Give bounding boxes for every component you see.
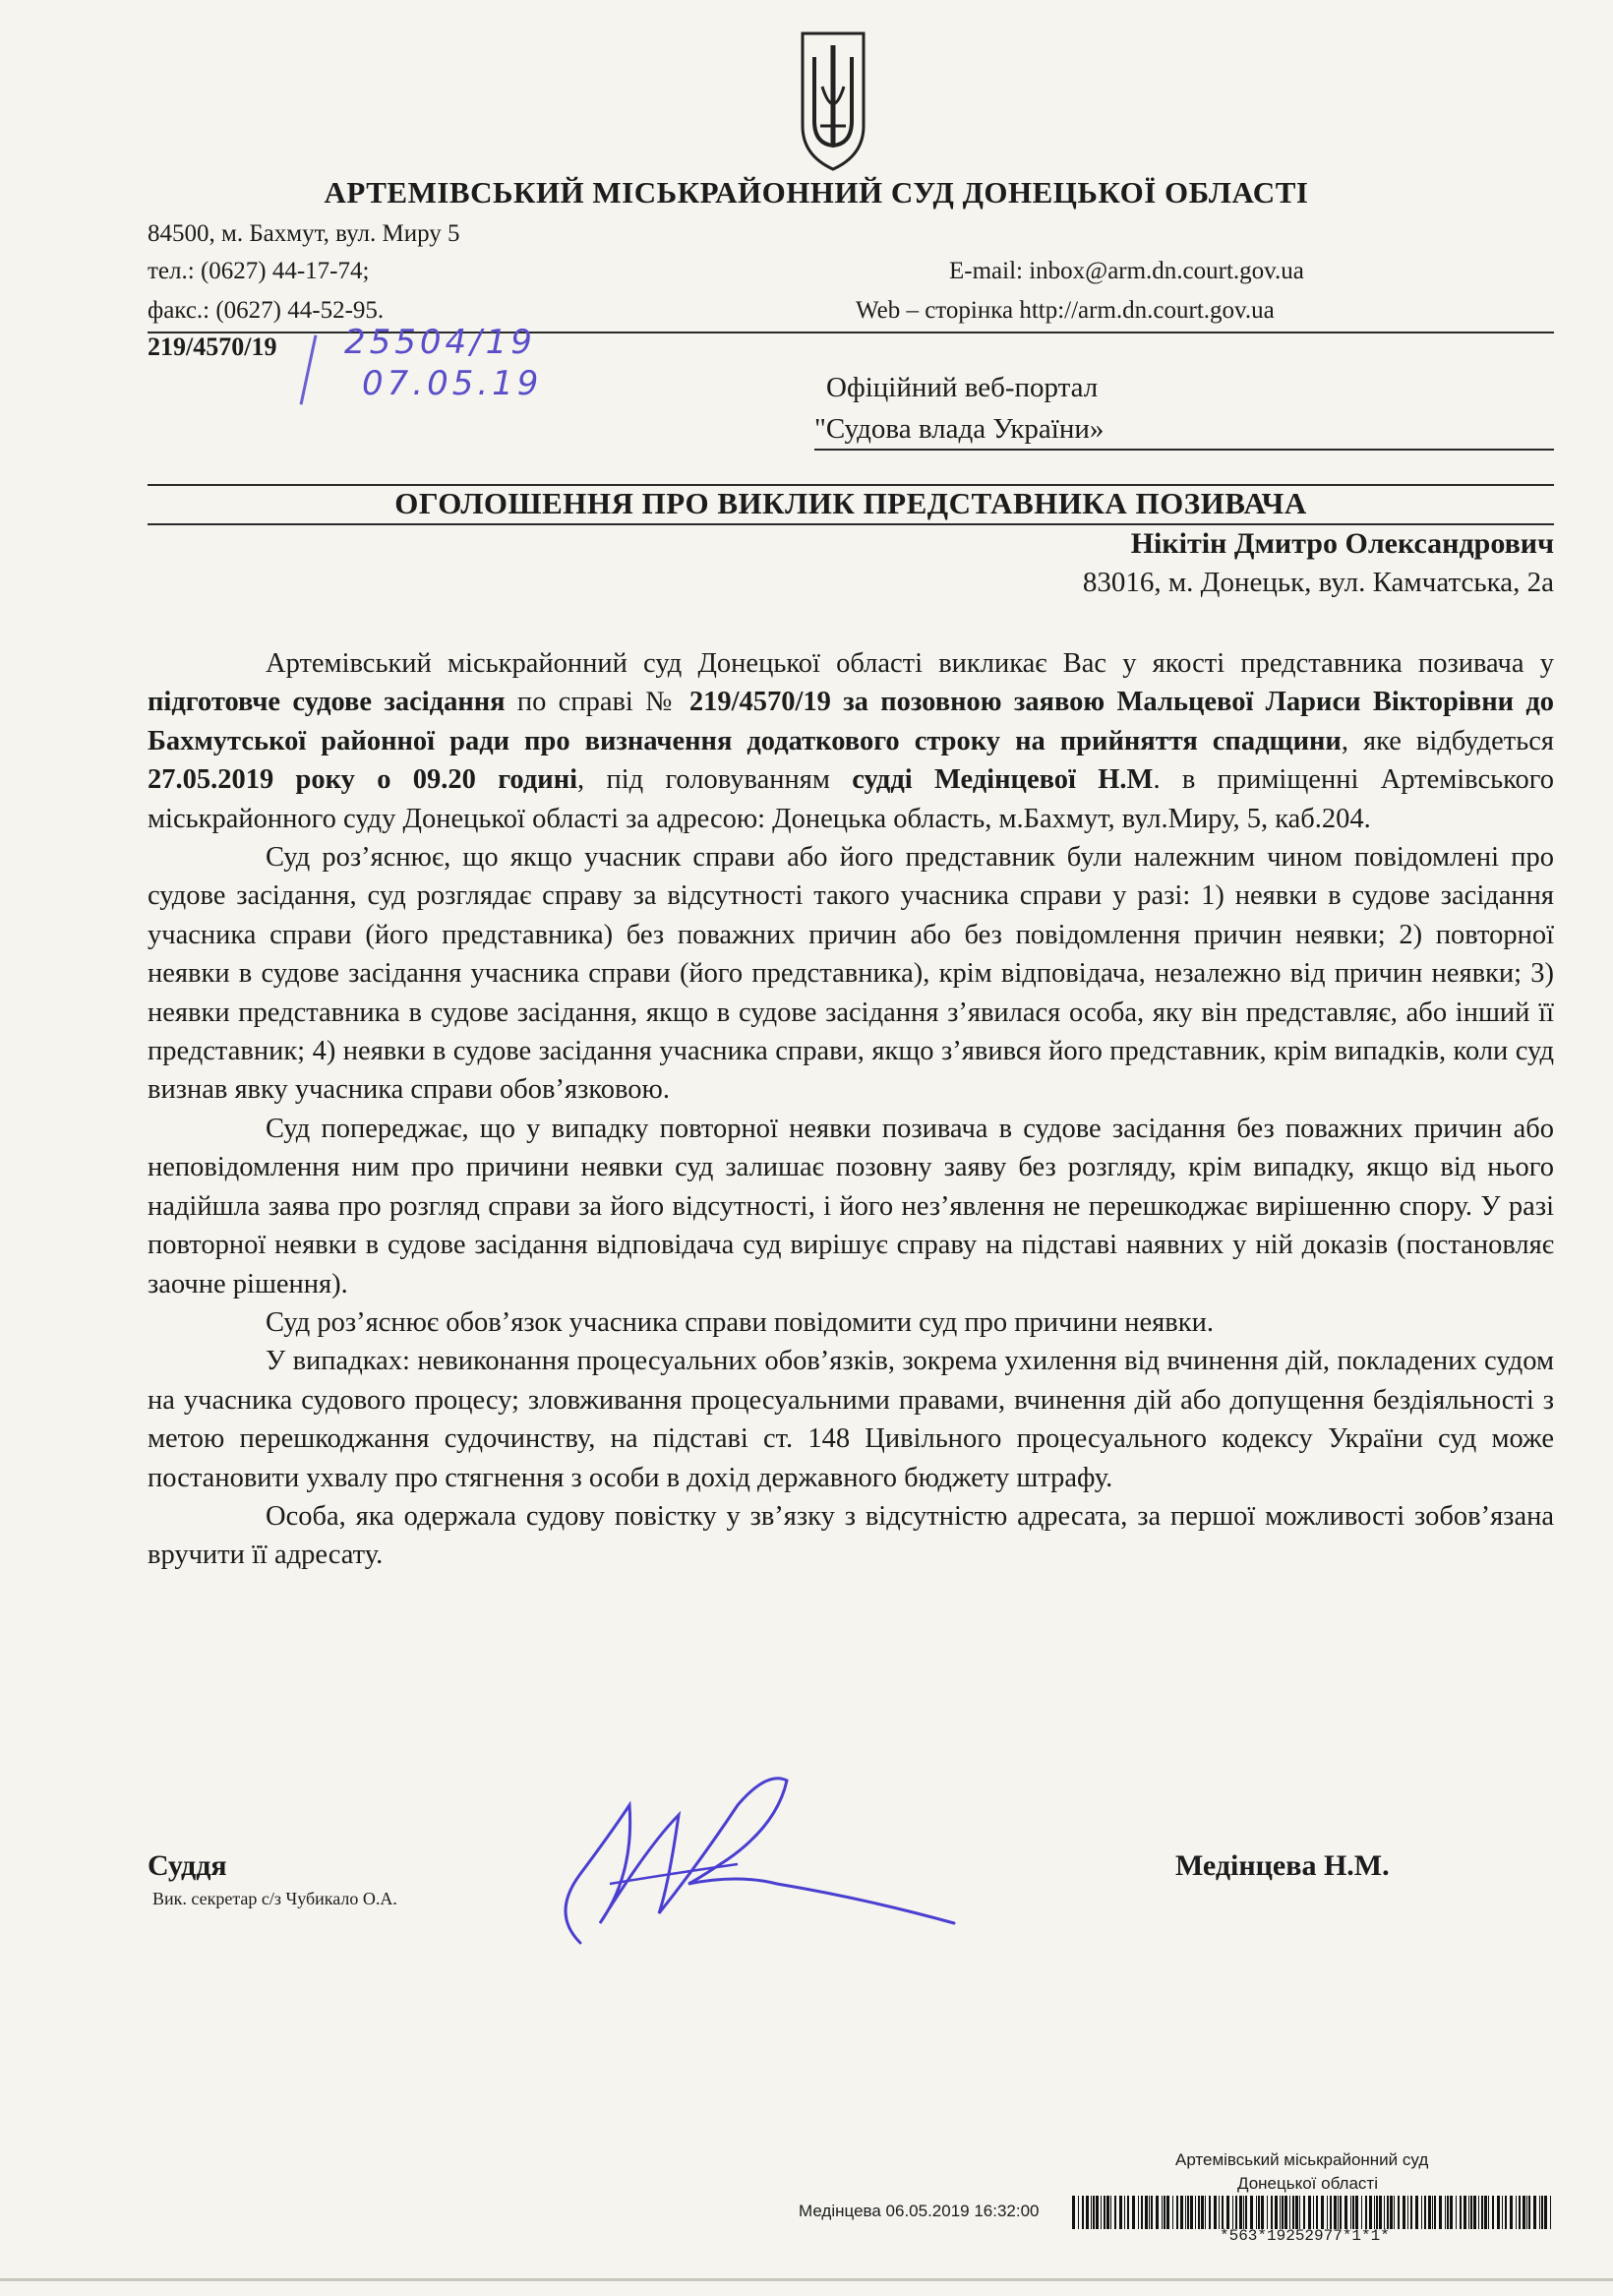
barcode-bar: [1209, 2196, 1211, 2229]
barcode-bar: [1497, 2196, 1500, 2229]
barcode-bar: [1114, 2196, 1116, 2229]
barcode-bar: [1185, 2196, 1186, 2229]
barcode-bar: [1510, 2196, 1513, 2229]
barcode-bar: [1271, 2196, 1273, 2229]
barcode-bar: [1195, 2196, 1196, 2229]
secretary-name: Вик. секретар с/з Чубикало О.А.: [152, 1889, 397, 1908]
barcode-bar: [1434, 2196, 1436, 2229]
paragraph-duty: Суд роз’яснює обов’язок учасника справи повідомити суд про причини неявки.: [266, 1306, 1214, 1338]
barcode-bar: [1374, 2196, 1375, 2229]
barcode-bar: [1232, 2196, 1233, 2229]
barcode-bar: [1421, 2196, 1422, 2229]
barcode-bar: [1505, 2196, 1507, 2229]
barcode-bar: [1464, 2196, 1466, 2229]
barcode-bar: [1201, 2196, 1204, 2229]
barcode-bar: [1187, 2196, 1189, 2229]
barcode-bar: [1450, 2196, 1453, 2229]
barcode-bar: [1091, 2196, 1092, 2229]
barcode-bar: [1141, 2196, 1143, 2229]
barcode-bar: [1072, 2196, 1075, 2229]
case-number: 219/4570/19: [148, 332, 277, 361]
barcode: [1072, 2196, 1554, 2229]
barcode-bar: [1078, 2196, 1079, 2229]
barcode-bar: [1132, 2196, 1135, 2229]
barcode-bar: [1280, 2196, 1281, 2229]
barcode-bar: [1235, 2196, 1237, 2229]
barcode-bar: [1415, 2196, 1418, 2229]
barcode-bar: [1468, 2196, 1469, 2229]
barcode-bar: [1124, 2196, 1125, 2229]
barcode-bar: [1292, 2196, 1294, 2229]
barcode-bar: [1344, 2196, 1347, 2229]
court-fax: факс.: (0627) 44-52-95.: [148, 297, 385, 324]
barcode-bar: [1256, 2196, 1257, 2229]
barcode-bar: [1245, 2196, 1247, 2229]
court-web: Web – сторінка http://arm.dn.court.gov.ua: [856, 297, 1275, 324]
barcode-bar: [1407, 2196, 1408, 2229]
barcode-bar: [1176, 2196, 1178, 2229]
stamp-region: Донецької області: [1237, 2174, 1378, 2193]
barcode-bar: [1327, 2196, 1328, 2229]
tryzub-emblem-icon: [795, 28, 871, 173]
barcode-bar: [1334, 2196, 1337, 2229]
barcode-bar: [1350, 2196, 1351, 2229]
barcode-bar: [1267, 2196, 1268, 2229]
court-address: 84500, м. Бахмут, вул. Миру 5: [148, 220, 460, 247]
handwritten-slash: [300, 334, 318, 404]
barcode-bar: [1299, 2196, 1300, 2229]
barcode-bar: [1145, 2196, 1148, 2229]
addressee-name: Нікітін Дмитро Олександрович: [1130, 527, 1554, 560]
barcode-bar: [1384, 2196, 1385, 2229]
barcode-bar: [1432, 2196, 1433, 2229]
barcode-bar: [1403, 2196, 1405, 2229]
barcode-bar: [1239, 2196, 1242, 2229]
barcode-bar: [1338, 2196, 1339, 2229]
barcode-bar: [1180, 2196, 1183, 2229]
barcode-bar: [1481, 2196, 1483, 2229]
barcode-bar: [1138, 2196, 1139, 2229]
court-phone: тел.: (0627) 44-17-74;: [148, 258, 370, 284]
barcode-bar: [1127, 2196, 1129, 2229]
paragraph-delivery: Особа, яка одержала судову повістку у зв’язку з відсутністю адресата, за першої можливості зобов’язана вручити її адресату.: [148, 1500, 1554, 1571]
barcode-bar: [1104, 2196, 1105, 2229]
barcode-bar: [1156, 2196, 1159, 2229]
barcode-bar: [1445, 2196, 1446, 2229]
barcode-bar: [1282, 2196, 1284, 2229]
barcode-bar: [1243, 2196, 1244, 2229]
barcode-bar: [1275, 2196, 1278, 2229]
barcode-bar: [1110, 2196, 1111, 2229]
barcode-bar: [1523, 2196, 1525, 2229]
barcode-bar: [1398, 2196, 1400, 2229]
barcode-bar: [1533, 2196, 1536, 2229]
barcode-bar: [1308, 2196, 1311, 2229]
barcode-bar: [1119, 2196, 1122, 2229]
barcode-bar: [1424, 2196, 1426, 2229]
barcode-bar: [1151, 2196, 1153, 2229]
paragraph-summons: Артемівський міськрайонний суд Донецької області викликає Вас у якості представника позивача у підготовче судове засідання по справі № 219/4570/19 за позовною заявою Мальцевої Лариси Вікторівни до Бахмутської районної ради про визначення додаткового строку на прийняття спадщини, яке відбудеться 27.05.2019 року о 09.20 годині, під головуванням судді Медінцевої Н.М. в приміщенні Артемівського міськрайонного суду Донецької області за адресою: Донецька область, м.Бахмут, вул.Миру, 5, каб.204.: [148, 648, 1555, 834]
barcode-bar: [1526, 2196, 1527, 2229]
court-email: E-mail: inbox@arm.dn.court.gov.ua: [949, 258, 1304, 284]
barcode-bar: [1516, 2196, 1517, 2229]
barcode-bar: [1190, 2196, 1193, 2229]
barcode-bar: [1093, 2196, 1095, 2229]
barcode-bar: [1369, 2196, 1372, 2229]
barcode-bar: [1219, 2196, 1220, 2229]
recipient-line-1: Офіційний веб-портал: [826, 372, 1099, 403]
barcode-bar: [1484, 2196, 1487, 2229]
barcode-bar: [1162, 2196, 1163, 2229]
recipient-underline: [814, 449, 1554, 451]
barcode-bar: [1428, 2196, 1431, 2229]
barcode-bar: [1394, 2196, 1395, 2229]
barcode-bar: [1352, 2196, 1354, 2229]
barcode-bar: [1321, 2196, 1324, 2229]
barcode-bar: [1460, 2196, 1462, 2229]
barcode-bar: [1439, 2196, 1442, 2229]
barcode-bar: [1387, 2196, 1389, 2229]
barcode-bar: [1473, 2196, 1476, 2229]
barcode-bar: [1222, 2196, 1224, 2229]
barcode-bar: [1355, 2196, 1358, 2229]
barcode-bar: [1198, 2196, 1200, 2229]
barcode-bar: [1488, 2196, 1489, 2229]
barcode-bar: [1502, 2196, 1503, 2229]
barcode-bar: [1340, 2196, 1342, 2229]
barcode-bar: [1316, 2196, 1318, 2229]
barcode-bar: [1164, 2196, 1165, 2229]
barcode-bar: [1086, 2196, 1089, 2229]
barcode-bar: [1456, 2196, 1457, 2229]
barcode-bar: [1379, 2196, 1382, 2229]
handwritten-registration: 25504/19: [344, 323, 536, 362]
judge-label: Суддя: [148, 1849, 227, 1882]
barcode-bar: [1166, 2196, 1169, 2229]
paragraph-warning: Суд попереджає, що у випадку повторної неявки позивача в судове засідання без поважних причин або неповідомлення ним про причини неявки суд залишає позовну заяву без розгляду, крім випадку, якщо від нього надійшла заява про розгляд справи за його відсутності, і його нез’явлення не перешкоджає вирішенню спору. У разі повторної неявки в судове засідання відповідача суд вирішує справу на підставі наявних у ній доказів (постановляє заочне рішення).: [148, 1113, 1554, 1299]
barcode-bar: [1470, 2196, 1472, 2229]
barcode-bar: [1544, 2196, 1547, 2229]
judge-name: Медінцева Н.М.: [1175, 1849, 1390, 1882]
barcode-bar: [1082, 2196, 1084, 2229]
barcode-bar: [1205, 2196, 1206, 2229]
scan-edge: [0, 2278, 1613, 2281]
barcode-bar: [1330, 2196, 1332, 2229]
barcode-bar: [1214, 2196, 1217, 2229]
barcode-bar: [1361, 2196, 1362, 2229]
barcode-bar: [1289, 2196, 1290, 2229]
addressee-address: 83016, м. Донецьк, вул. Камчатська, 2а: [1082, 567, 1554, 598]
barcode-bar: [1096, 2196, 1099, 2229]
barcode-bar: [1541, 2196, 1543, 2229]
stamp-signed-date: Медінцева 06.05.2019 16:32:00: [799, 2202, 1040, 2220]
title-rule-bottom: [148, 523, 1554, 525]
barcode-bar: [1284, 2196, 1287, 2229]
barcode-bar: [1226, 2196, 1229, 2229]
stamp-court-name: Артемівський міськрайонний суд: [1175, 2150, 1429, 2169]
barcode-bar: [1250, 2196, 1253, 2229]
barcode-bar: [1492, 2196, 1494, 2229]
barcode-bar: [1313, 2196, 1314, 2229]
barcode-bar: [1261, 2196, 1264, 2229]
barcode-bar: [1258, 2196, 1260, 2229]
notice-body: [148, 644, 1554, 1575]
barcode-bar: [1101, 2196, 1102, 2229]
paragraph-absence-rules: Суд роз’яснює, що якщо учасник справи або його представник були належним чином повідомлені про судове засідання, суд розглядає справу за відсутності такого учасника справи у разі: 1) неявки в судове засідання учасника справи (його представника) без поважних причин або без повідомлення причин неявки; 2) повторної неявки в судове засідання учасника справи (його представника), крім відповідача, незалежно від причин неявки; 3) неявки представника в судове засідання, якщо в судове засідання з’явилася особа, яку він представляє, або інший її представник; 4) неявки в судове засідання учасника справи, якщо з’явився його представник, крім випадків, коли суд визнав явку учасника справи обов’язковою.: [148, 842, 1554, 1106]
handwritten-date: 07.05.19: [362, 364, 543, 403]
barcode-bar: [1478, 2196, 1479, 2229]
paragraph-penalty: У випадках: невиконання процесуальних обов’язків, зокрема ухилення від вчинення дій, покладених судом на учасника судового процесу; зловживання процесуальними правами, вчинення дій або допущення бездіяльності з метою перешкоджання судочинству, на підставі ст. 148 Цивільного процесуального кодексу України суд може постановити ухвалу про стягнення з особи в дохід державного бюджету штрафу.: [148, 1346, 1554, 1493]
barcode-bar: [1295, 2196, 1298, 2229]
barcode-bar: [1303, 2196, 1305, 2229]
barcode-bar: [1550, 2196, 1551, 2229]
recipient-line-2: "Судова влада України»: [814, 413, 1105, 445]
barcode-bar: [1447, 2196, 1449, 2229]
barcode-bar: [1172, 2196, 1173, 2229]
barcode-number: *563*19252977*1*1*: [1220, 2227, 1390, 2245]
handwritten-signature: [541, 1766, 964, 1963]
barcode-bar: [1390, 2196, 1393, 2229]
barcode-bar: [1528, 2196, 1530, 2229]
notice-title: ОГОЛОШЕННЯ ПРО ВИКЛИК ПРЕДСТАВНИКА ПОЗИВАЧА: [394, 486, 1307, 520]
barcode-bar: [1149, 2196, 1150, 2229]
barcode-bar: [1410, 2196, 1412, 2229]
barcode-bar: [1376, 2196, 1378, 2229]
barcode-bar: [1539, 2196, 1540, 2229]
barcode-bar: [1106, 2196, 1109, 2229]
barcode-bar: [1365, 2196, 1367, 2229]
barcode-bar: [1519, 2196, 1521, 2229]
court-title: АРТЕМІВСЬКИЙ МІСЬКРАЙОННИЙ СУД ДОНЕЦЬКОЇ ОБЛАСТІ: [324, 175, 1309, 210]
